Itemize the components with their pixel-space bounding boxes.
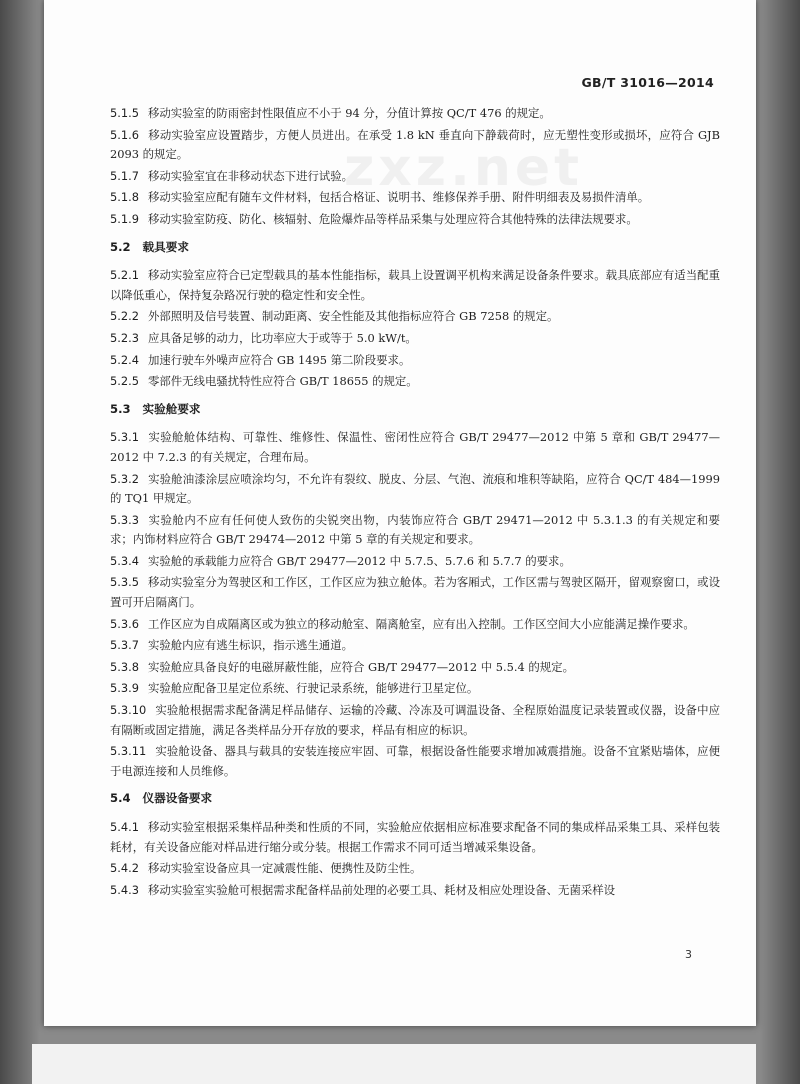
clause-text: 应具备足够的动力，比功率应大于或等于 5.0 kW/t。: [147, 330, 417, 345]
clause-paragraph: [110, 307, 720, 327]
clause-number: 5.3.1: [110, 430, 139, 445]
clause-text: 加速行驶车外噪声应符合 GB 1495 第二阶段要求。: [147, 352, 411, 367]
clause-number: 5.4.2: [110, 861, 139, 876]
clause-number: 5.3.2: [110, 471, 139, 486]
clause-number: 5.1.6: [110, 127, 139, 142]
clause-paragraph: [110, 351, 720, 371]
clause-paragraph: [110, 511, 720, 550]
next-page-edge: [32, 1044, 756, 1084]
clause-paragraph: [110, 615, 720, 635]
section-heading: [110, 238, 720, 258]
section-title: 实验舱要求: [142, 401, 201, 416]
clause-number: 5.3.6: [110, 616, 139, 631]
section-number: 5.4: [110, 791, 131, 806]
clause-text: 移动实验室应配有随车文件材料，包括合格证、说明书、维修保养手册、附件明细表及易损件清单。: [147, 190, 650, 205]
clause-paragraph: [110, 188, 720, 208]
clause-paragraph: [110, 266, 720, 305]
clause-number: 5.4.3: [110, 882, 139, 897]
clause-text: 移动实验室应设置踏步，方便人员进出。在承受 1.8 kN 垂直向下静载荷时，应无塑性变形或损坏，应符合 GJB 2093 的规定。: [110, 127, 720, 162]
standard-number: GB/T 31016—2014: [581, 75, 714, 90]
clause-paragraph: [110, 210, 720, 230]
clause-text: 移动实验室根据采集样品种类和性质的不同，实验舱应依据相应标准要求配备不同的集成样品采集工具、采样包装耗材，有关设备应能对样品进行缩分或分装。根据工作需求不同可适当增减采集设备。: [110, 820, 720, 854]
clause-text: 零部件无线电骚扰特性应符合 GB/T 18655 的规定。: [147, 374, 418, 389]
clause-text: 实验舱设备、器具与载具的安装连接应牢固、可靠，根据设备性能要求增加减震措施。设备不宜紧贴墙体，应便于电源连接和人员维修。: [110, 744, 720, 778]
clause-text: 移动实验室分为驾驶区和工作区，工作区应为独立舱体。若为客厢式，工作区需与驾驶区隔开，留观察窗口，或设置可开启隔离门。: [110, 575, 720, 610]
clause-paragraph: [110, 679, 720, 699]
clause-paragraph: [110, 881, 720, 901]
clause-number: 5.2.1: [110, 268, 139, 283]
clause-number: 5.3.4: [110, 553, 139, 568]
clause-text: 实验舱应配备卫星定位系统、行驶记录系统，能够进行卫星定位。: [147, 681, 479, 696]
clause-number: 5.2.4: [110, 352, 139, 367]
clause-paragraph: [110, 126, 720, 165]
clause-number: 5.1.5: [110, 106, 139, 120]
clause-paragraph: [110, 742, 720, 781]
clause-paragraph: [110, 818, 720, 857]
clause-paragraph: [110, 167, 720, 187]
section-number: 5.2: [110, 239, 131, 254]
page-number: 3: [685, 948, 692, 961]
clause-text: 移动实验室防疫、防化、核辐射、危险爆炸品等样品采集与处理应符合其他特殊的法律法规要求。: [147, 211, 638, 226]
clause-paragraph: [110, 701, 720, 740]
clause-paragraph: [110, 329, 720, 349]
clause-number: 5.3.5: [110, 575, 139, 590]
clause-text: 移动实验室设备应具一定减震性能、便携性及防尘性。: [147, 861, 422, 876]
section-number: 5.3: [110, 401, 131, 416]
clause-text: 实验舱内不应有任何使人致伤的尖锐突出物，内装饰应符合 GB/T 29471—2012 中 5.3.1.3 的有关规定和要求；内饰材料应符合 GB/T 29474—2012 中第 5 章的有关规定和要求。: [110, 512, 720, 547]
clause-paragraph: [110, 859, 720, 879]
clause-text: 外部照明及信号装置、制动距离、安全性能及其他指标应符合 GB 7258 的规定。: [147, 309, 559, 324]
clause-text: 移动实验室实验舱可根据需求配备样品前处理的必要工具、耗材及相应处理设备、无菌采样设: [147, 882, 616, 897]
section-title: 仪器设备要求: [142, 791, 213, 806]
section-title: 载具要求: [142, 239, 189, 254]
clause-paragraph: [110, 428, 720, 467]
clause-text: 实验舱内应有逃生标识，指示逃生通道。: [147, 638, 354, 653]
clause-text: 实验舱的承载能力应符合 GB/T 29477—2012 中 5.7.5、5.7.6 和 5.7.7 的要求。: [147, 553, 571, 568]
clause-paragraph: [110, 658, 720, 678]
clause-number: 5.1.9: [110, 211, 139, 226]
clause-paragraph: [110, 470, 720, 509]
clause-paragraph: [110, 372, 720, 392]
clause-number: 5.3.9: [110, 681, 139, 696]
clause-text: 实验舱应具备良好的电磁屏蔽性能，应符合 GB/T 29477—2012 中 5.5.4 的规定。: [147, 659, 574, 674]
clause-number: 5.2.3: [110, 330, 139, 345]
clause-paragraph: [110, 552, 720, 572]
clause-number: 5.4.1: [110, 820, 139, 834]
document-body: [110, 104, 720, 902]
clause-number: 5.2.2: [110, 309, 139, 324]
clause-number: 5.3.11: [110, 744, 147, 759]
clause-number: 5.1.7: [110, 168, 139, 183]
watermark: zxz.net: [344, 138, 583, 198]
clause-text: 移动实验室应符合已定型载具的基本性能指标，载具上设置调平机构来满足设备条件要求。载具底部应有适当配重以降低重心，保持复杂路况行驶的稳定性和安全性。: [110, 268, 720, 302]
clause-paragraph: [110, 104, 720, 124]
section-heading: [110, 789, 720, 809]
clause-paragraph: [110, 636, 720, 656]
clause-number: 5.3.8: [110, 659, 139, 674]
clause-paragraph: [110, 573, 720, 612]
clause-text: 移动实验室的防雨密封性限值应不小于 94 分，分值计算按 QC/T 476 的规定。: [147, 106, 551, 120]
clause-number: 5.2.5: [110, 374, 139, 389]
clause-text: 实验舱油漆涂层应喷涂均匀，不允许有裂纹、脱皮、分层、气泡、流痕和堆积等缺陷，应符合 QC/T 484—1999 的 TQ1 甲规定。: [110, 471, 720, 506]
clause-number: 5.3.3: [110, 512, 139, 527]
clause-text: 实验舱舱体结构、可靠性、维修性、保温性、密闭性应符合 GB/T 29477—2012 中第 5 章和 GB/T 29477—2012 中 7.2.3 的有关规定，合理布局。: [110, 430, 720, 464]
clause-number: 5.3.10: [110, 703, 147, 718]
clause-text: 实验舱根据需求配备满足样品储存、运输的冷藏、冷冻及可调温设备、全程原始温度记录装置或仪器，设备中应有隔断或固定措施，满足各类样品分开存放的要求，样品有相应的标识。: [110, 703, 720, 737]
section-heading: [110, 400, 720, 420]
clause-text: 工作区应为自成隔离区或为独立的移动舱室、隔离舱室，应有出入控制。工作区空间大小应能满足操作要求。: [147, 616, 695, 631]
clause-text: 移动实验室宜在非移动状态下进行试验。: [147, 168, 354, 183]
clause-number: 5.3.7: [110, 638, 139, 653]
clause-number: 5.1.8: [110, 190, 139, 205]
document-page: [44, 0, 756, 1026]
